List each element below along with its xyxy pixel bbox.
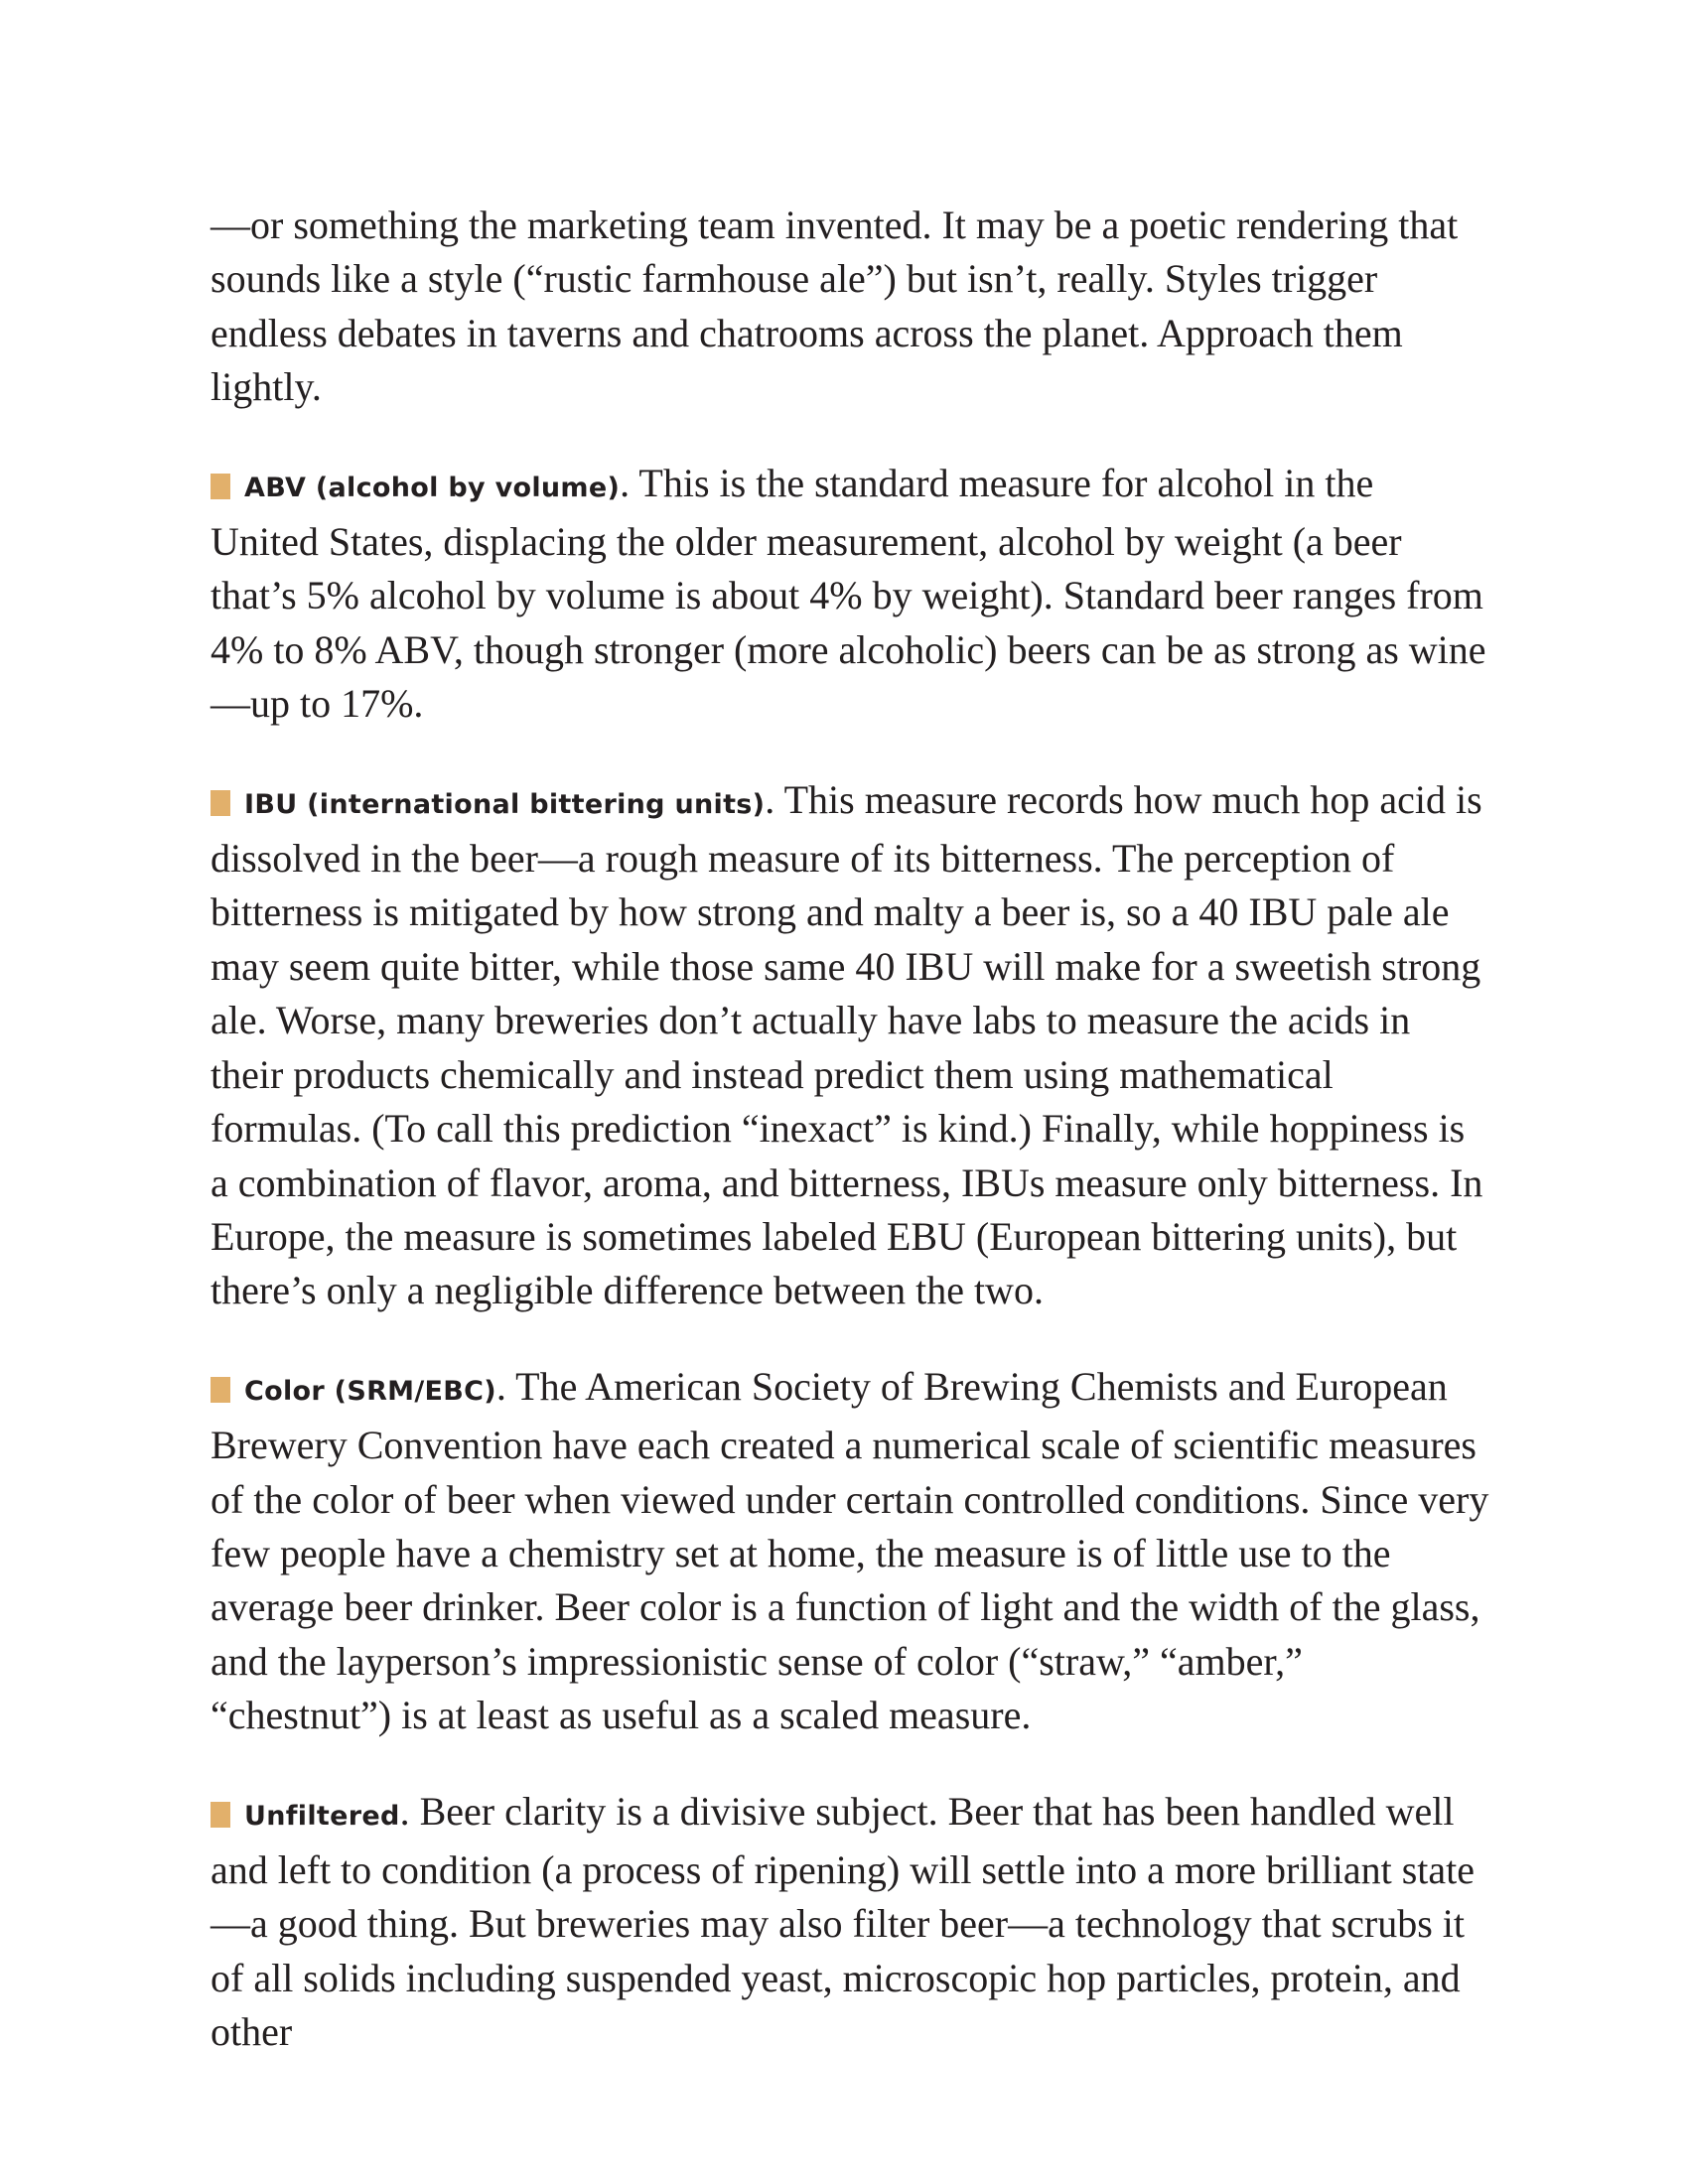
entry-body: Beer clarity is a divisive subject. Beer that has been handled well and left to condition (a process of ripening) will settle into a more brilliant state—a good thing. But breweries may also filter beer—a technology that scrubs it of all solids including suspended yeast, microscopic hop particles, protein, and other xyxy=(211,1788,1475,2055)
square-bullet-icon xyxy=(211,1802,230,1828)
entry-unfiltered: Unfiltered. Beer clarity is a divisive subject. Beer that has been handled well and left to condition (a process of ripening) will settle into a more brilliant state—a good thing. But breweries may also filter beer—a technology that scrubs it of all solids including suspended yeast, microscopic hop particles, protein, and other xyxy=(211,1788,1475,2055)
entry-ibu: IBU (international bittering units). This measure records how much hop acid is dissolved in the beer—a rough measure of its bitterness. The perception of bitterness is mitigated by how strong and malty a beer is, so a 40 IBU pale ale may seem quite bitter, while those same 40 IBU will make for a sweetish strong ale. Worse, many breweries don’t actually have labs to measure the acids in their products chemically and instead predict them using mathematical formulas. (To call this prediction “inexact” is kind.) Finally, while hoppiness is a combination of flavor, aroma, and bitterness, IBUs measure only bitterness. In Europe, the measure is sometimes labeled EBU (European bittering units), but there’s only a negligible difference between the two. xyxy=(211,776,1483,1313)
square-bullet-icon xyxy=(211,1377,230,1403)
entry-term: ABV (alcohol by volume) xyxy=(244,472,621,503)
entry-abv: ABV (alcohol by volume). This is the standard measure for alcohol in the United States, displacing the older measurement, alcohol by weight (a beer that’s 5% alcohol by volume is about 4% by weight). Standard beer ranges from 4% to 8% ABV, though stronger (more alcoholic) beers can be as strong as wine—up to 17%. xyxy=(211,460,1486,727)
entry-term: Color (SRM/EBC) xyxy=(244,1375,496,1407)
entry-term: IBU (international bittering units) xyxy=(244,788,766,820)
document-page xyxy=(211,199,1491,2102)
square-bullet-icon xyxy=(211,790,230,816)
entry-body: This is the standard measure for alcohol in the United States, displacing the older measurement, alcohol by weight (a beer that’s 5% alcohol by volume is about 4% by weight). Standard beer ranges from 4% to 8% ABV, though stronger (more alcoholic) beers can be as strong as wine—up to 17%. xyxy=(211,460,1486,727)
entry-color: Color (SRM/EBC). The American Society of Brewing Chemists and European Brewery Convention have each created a numerical scale of scientific measures of the color of beer when viewed under certain controlled conditions. Since very few people have a chemistry set at home, the measure is of little use to the average beer drinker. Beer color is a function of light and the width of the glass, and the layperson’s impressionistic sense of color (“straw,” “amber,” “chestnut”) is at least as useful as a scaled measure. xyxy=(211,1363,1489,1738)
continuation-paragraph: —or something the marketing team invented. It may be a poetic rendering that sounds like a style (“rustic farmhouse ale”) but isn’t, really. Styles trigger endless debates in taverns and chatrooms across the planet. Approach them lightly. xyxy=(211,203,1459,410)
entry-term: Unfiltered xyxy=(244,1800,400,1832)
entry-body: The American Society of Brewing Chemists and European Brewery Convention have each created a numerical scale of scientific measures of the color of beer when viewed under certain controlled conditions. Since very few people have a chemistry set at home, the measure is of little use to the average beer drinker. Beer color is a function of light and the width of the glass, and the layperson’s impressionistic sense of color (“straw,” “amber,” “chestnut”) is at least as useful as a scaled measure. xyxy=(211,1363,1489,1738)
entry-body: This measure records how much hop acid is dissolved in the beer—a rough measure of its bitterness. The perception of bitterness is mitigated by how strong and malty a beer is, so a 40 IBU pale ale may seem quite bitter, while those same 40 IBU will make for a sweetish strong ale. Worse, many breweries don’t actually have labs to measure the acids in their products chemically and instead predict them using mathematical formulas. (To call this prediction “inexact” is kind.) Finally, while hoppiness is a combination of flavor, aroma, and bitterness, IBUs measure only bitterness. In Europe, the measure is sometimes labeled EBU (European bittering units), but there’s only a negligible difference between the two. xyxy=(211,776,1483,1313)
square-bullet-icon xyxy=(211,474,230,499)
